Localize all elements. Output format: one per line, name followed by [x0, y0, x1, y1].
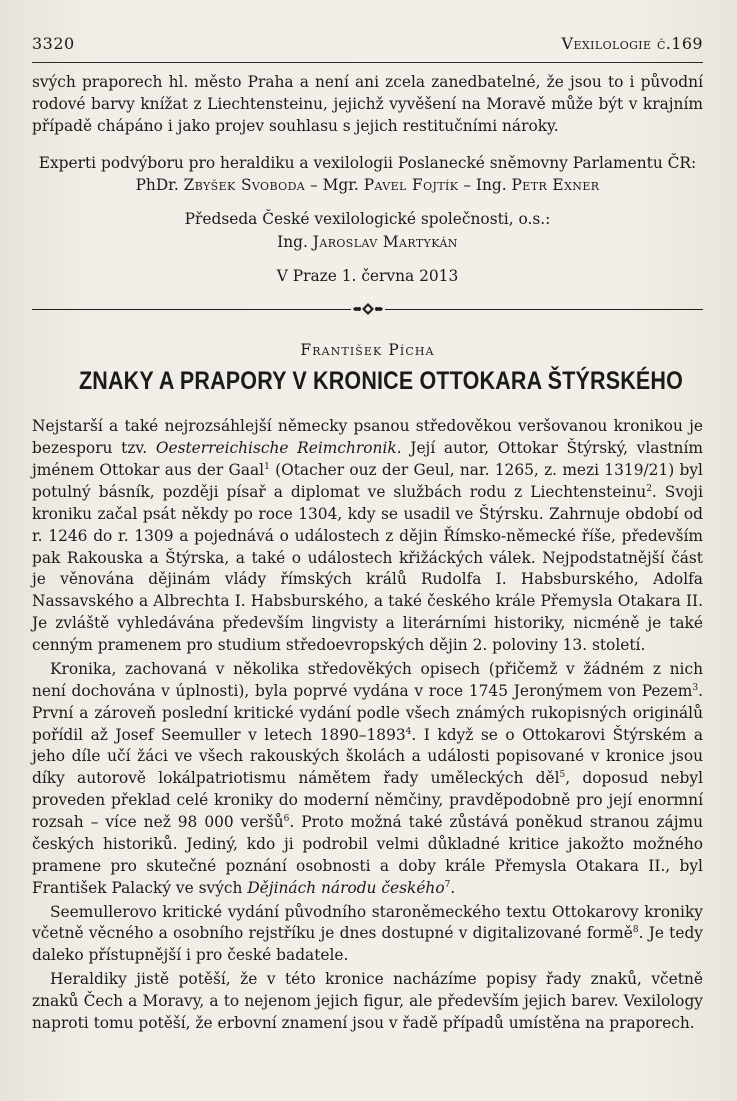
fleuron-icon: [351, 301, 385, 317]
paragraph-4: Heraldiky jistě potěší, že v této kronice nacházíme popisy řady znaků, včetně znaků Čech a Moravy, a to nejenom jejich figur, ale především jejich barev. Vexilology naproti tomu potěší, že erbovní znamení jsou v řadě případů umístěna na praporech.: [32, 970, 703, 1032]
paragraph-3: Seemullerovo kritické vydání původního staroněmeckého textu Ottokarovy kroniky včetně věcného a osobního rejstříku je dnes dostupné v digitalizované formě$^8$. Je tedy daleko přístupnější i pro české badatele.: [32, 902, 704, 965]
footnote-ref: 4: [405, 726, 412, 737]
article-author: František Pícha: [300, 341, 435, 360]
signature-block: [32, 152, 703, 288]
society-line: Předseda České vexilologické společnosti, o.s.:: [184, 210, 551, 229]
article-body: [32, 416, 703, 1035]
footnote-ref: 8: [632, 925, 639, 936]
paragraph-2: Kronika, zachovaná v několika středověkých opisech (přičemž v žádném z nich není dochována v úplnosti), byla poprvé vydána v roce 1745 Jeronýmem von Pezem$^3$. První a zároveň poslední kritické vydání podle všech známých rukopisných originálů pořídil až Josef Seemuller v letech 1890–1893$^4$. I když se o Ottokarovi Štýrském a jeho díle učí žáci ve všech rakouských školách a události popisované v kronice jsou díky autorově lokálpatriotismu námětem řady uměleckých děl$^5$, doposud nebyl proveden překlad celé kroniky do moderní němčiny, pravděpodobně pro její enormní rozsah – více než 98 000 veršů$^6$. Proto možná také zůstává poněkud stranou zájmu českých historiků. Jediný, kdo ji podrobil velmi důkladné kritice jakožto možného pramene pro skutečné poznání osobnosti a doby krále Přemysla Otakara II., byl František Palacký ve svých Dějinách národu českého$^7$.: [32, 659, 703, 897]
chair-name: Ing. Jaroslav Martykán: [277, 232, 458, 251]
date-line: V Praze 1. června 2013: [276, 266, 459, 285]
experts-line: Experti podvýboru pro heraldiku a vexilologii Poslanecké sněmovny Parlamentu ČR:: [38, 153, 697, 172]
journal-name: Vexilologie č.169: [561, 34, 703, 53]
footnote-ref: 5: [559, 770, 566, 781]
intro-paragraph: svých praporech hl. město Praha a není ani zcela zanedbatelné, že jsou to i původní rodové barvy knížat z Liechtensteinu, jejichž vyvěšení na Moravě může být v krajním případě chápáno i jako projev souhlasu s jejich restitučními nároky.: [32, 73, 703, 135]
ornamental-divider: [32, 301, 703, 317]
experts-names: PhDr. Zbyšek Svoboda – Mgr. Pavel Fojtík – Ing. Petr Exner: [135, 175, 600, 194]
footnote-ref: 1: [264, 461, 270, 472]
header-rule: [32, 62, 703, 63]
footnote-ref: 3: [692, 682, 699, 693]
article-title: ZNAKY A PRAPORY V KRONICE OTTOKARA ŠTÝRSKÉHO: [78, 367, 684, 396]
footnote-ref: 6: [283, 813, 290, 824]
footnote-ref: 2: [646, 483, 652, 494]
page-number: 3320: [32, 34, 75, 53]
paragraph-1: Nejstarší a také nejrozsáhlejší německy psanou středověkou veršovanou kronikou je bezesporu tzv. Oesterreichische Reimchronik. Její autor, Ottokar Štýrský, vlastním jménem Ottokar aus der Gaal$^1$ (Otacher ouz der Geul, nar. 1265, z. mezi 1319/21) byl potulný básník, později písař a diplomat ve službách rodu z Liechtensteinu$^2$. Svoji kroniku začal psát někdy po roce 1304, kdy se usadil ve Štýrsku. Zahrnuje období od r. 1246 do r. 1309 a pojednává o událostech z dějin Římsko-německé říše, především pak Rakouska a Štýrska, a také o událostech křižáckých válek. Nejpodstatnější část je věnována dějinám vlády římských králů Rudolfa I. Habsburského, Adolfa Nassavského a Albrechta I. Habsburského, a také českého krále Přemysla Otakara II. Je zvláště vyhledávána především lingvisty a literárními historiky, nicméně je také cenným pramenem pro studium středoevropských dějin 2. poloviny 13. století.: [32, 417, 703, 655]
footnote-ref: 7: [444, 879, 451, 890]
page-content: [32, 72, 703, 1037]
running-header: [32, 34, 703, 56]
